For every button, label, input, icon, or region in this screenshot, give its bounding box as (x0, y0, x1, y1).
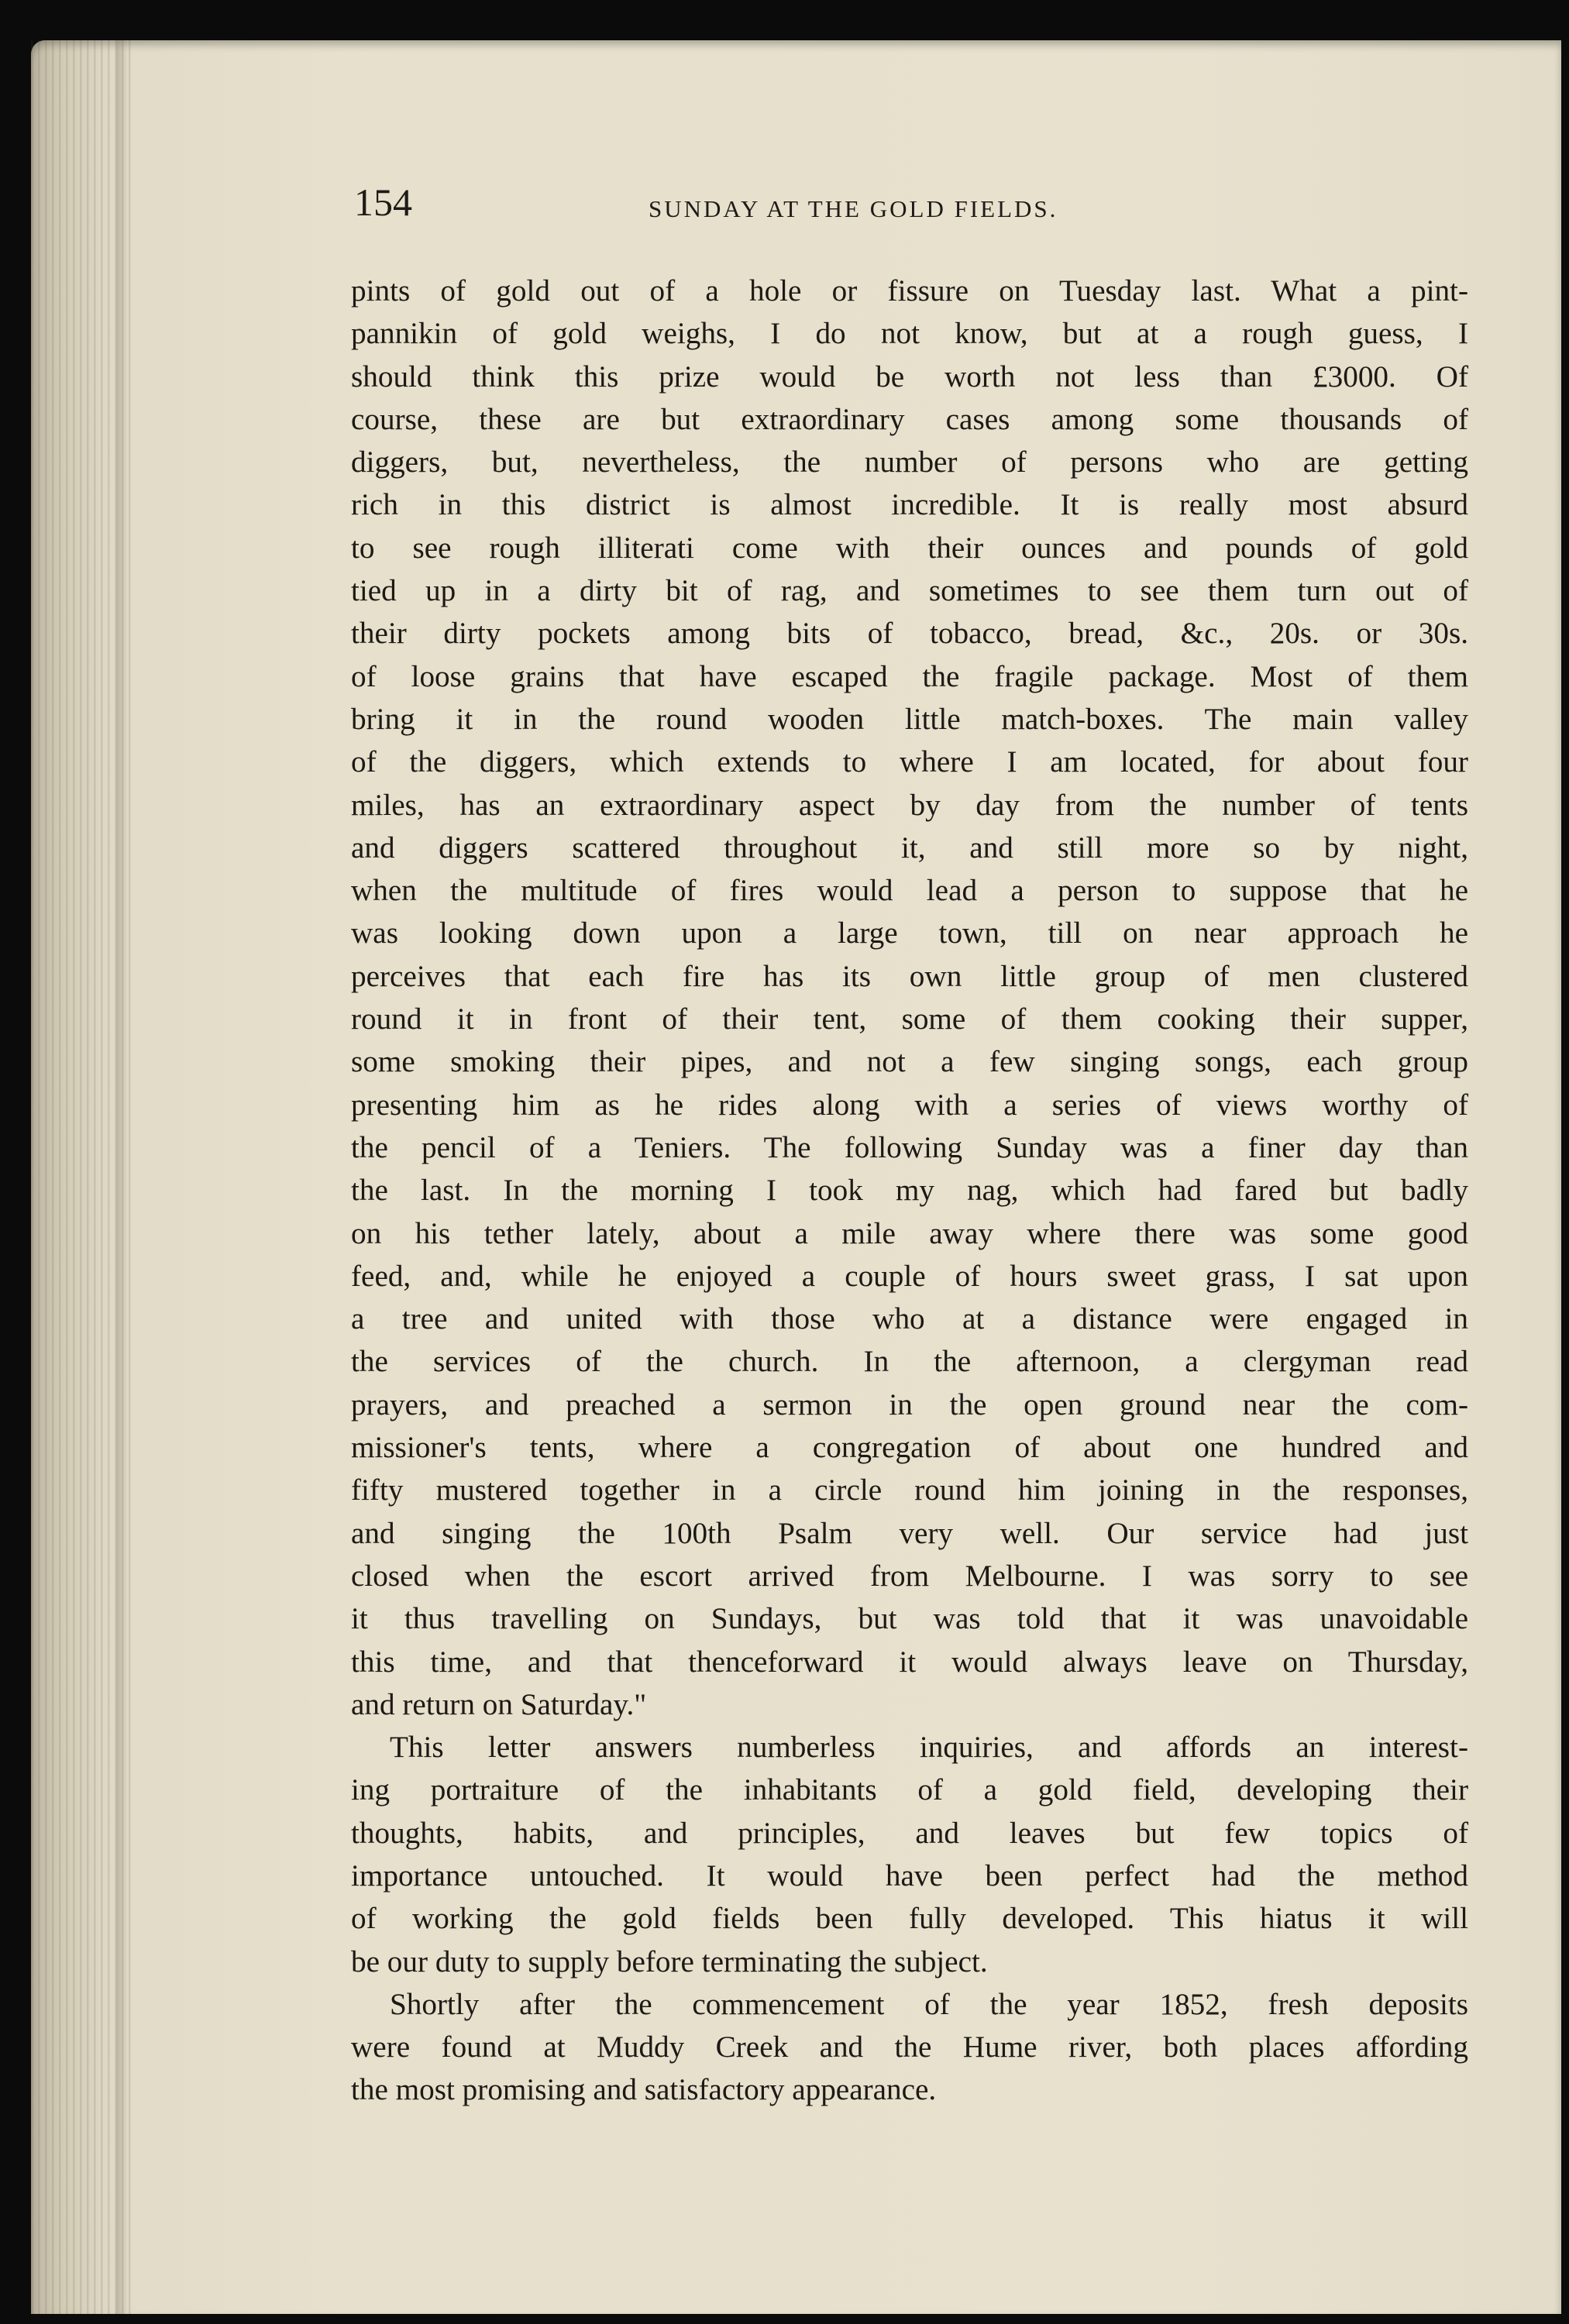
text-line: of the diggers, which extends to where I am located, for about four (351, 745, 1468, 779)
text-line: ing portraiture of the inhabitants of a gold field, developing their (351, 1773, 1468, 1807)
text-line: and diggers scattered throughout it, and still more so by night, (351, 830, 1468, 865)
text-line: the services of the church. In the afternoon, a clergyman read (351, 1345, 1468, 1379)
text-line: the last. In the morning I took my nag, which had fared but badly (351, 1174, 1468, 1208)
text-line: bring it in the round wooden little match-boxes. The main valley (351, 702, 1468, 736)
text-line: the most promising and satisfactory appearance. (351, 2073, 937, 2107)
text-line: of working the gold fields been fully developed. This hiatus it will (351, 1902, 1468, 1936)
page-number: 154 (354, 180, 412, 224)
text-line: and return on Saturday." (351, 1687, 647, 1721)
text-line: of loose grains that have escaped the fragile package. Most of them (351, 659, 1468, 693)
text-line: course, these are but extraordinary cases among some thousands of (351, 402, 1468, 436)
text-line: perceives that each fire has its own little group of men clustered (351, 959, 1468, 993)
running-head: SUNDAY AT THE GOLD FIELDS. (649, 195, 1058, 222)
text-line: feed, and, while he enjoyed a couple of hours sweet grass, I sat upon (351, 1259, 1468, 1293)
text-line: This letter answers numberless inquiries, and affords an interest- (390, 1731, 1468, 1765)
text-line: importance untouched. It would have been perfect had the method (351, 1858, 1468, 1893)
text-line: rich in this district is almost incredible. It is really most absurd (351, 488, 1468, 522)
text-line: thoughts, habits, and principles, and leaves but few topics of (351, 1816, 1468, 1850)
text-line: a tree and united with those who at a distance were engaged in (351, 1302, 1468, 1336)
text-line: it thus travelling on Sundays, but was told that it was unavoidable (351, 1602, 1468, 1636)
text-line: presenting him as he rides along with a series of views worthy of (351, 1088, 1468, 1122)
text-line: to see rough illiterati come with their ounces and pounds of gold (351, 531, 1468, 565)
text-line: on his tether lately, about a mile away where there was some good (351, 1216, 1468, 1250)
text-line: when the multitude of fires would lead a person to suppose that he (351, 874, 1468, 908)
text-line: be our duty to supply before terminating the subject. (351, 1944, 988, 1978)
text-line: miles, has an extraordinary aspect by day from the number of tents (351, 788, 1468, 822)
text-line: was looking down upon a large town, till on near approach he (351, 916, 1468, 951)
text-line: closed when the escort arrived from Melbourne. I was sorry to see (351, 1559, 1468, 1593)
text-line: were found at Muddy Creek and the Hume river, both places affording (351, 2030, 1468, 2064)
text-line: pints of gold out of a hole or fissure on Tuesday last. What a pint- (351, 274, 1468, 308)
text-line: Shortly after the commencement of the year 1852, fresh deposits (390, 1987, 1468, 2021)
text-line: pannikin of gold weighs, I do not know, but at a rough guess, I (351, 317, 1468, 351)
text-line: this time, and that thenceforward it would always leave on Thursday, (351, 1645, 1468, 1679)
text-line: their dirty pockets among bits of tobacco, bread, &c., 20s. or 30s. (351, 617, 1468, 651)
text-line: the pencil of a Teniers. The following Sunday was a finer day than (351, 1130, 1468, 1164)
text-line: some smoking their pipes, and not a few singing songs, each group (351, 1045, 1468, 1079)
text-line: tied up in a dirty bit of rag, and sometimes to see them turn out of (351, 574, 1468, 608)
text-line: and singing the 100th Psalm very well. Our service had just (351, 1516, 1468, 1550)
text-line: should think this prize would be worth not less than £3000. Of (351, 359, 1468, 394)
binding-shadow (116, 40, 129, 2314)
text-line: prayers, and preached a sermon in the open ground near the com- (351, 1387, 1468, 1422)
page-header (354, 180, 1462, 234)
text-line: missioner's tents, where a congregation of about one hundred and (351, 1431, 1468, 1465)
text-line: round it in front of their tent, some of them cooking their supper, (351, 1002, 1468, 1037)
body-text (351, 270, 1468, 2112)
text-line: fifty mustered together in a circle round him joining in the responses, (351, 1473, 1468, 1508)
text-line: diggers, but, nevertheless, the number of persons who are getting (351, 445, 1468, 480)
